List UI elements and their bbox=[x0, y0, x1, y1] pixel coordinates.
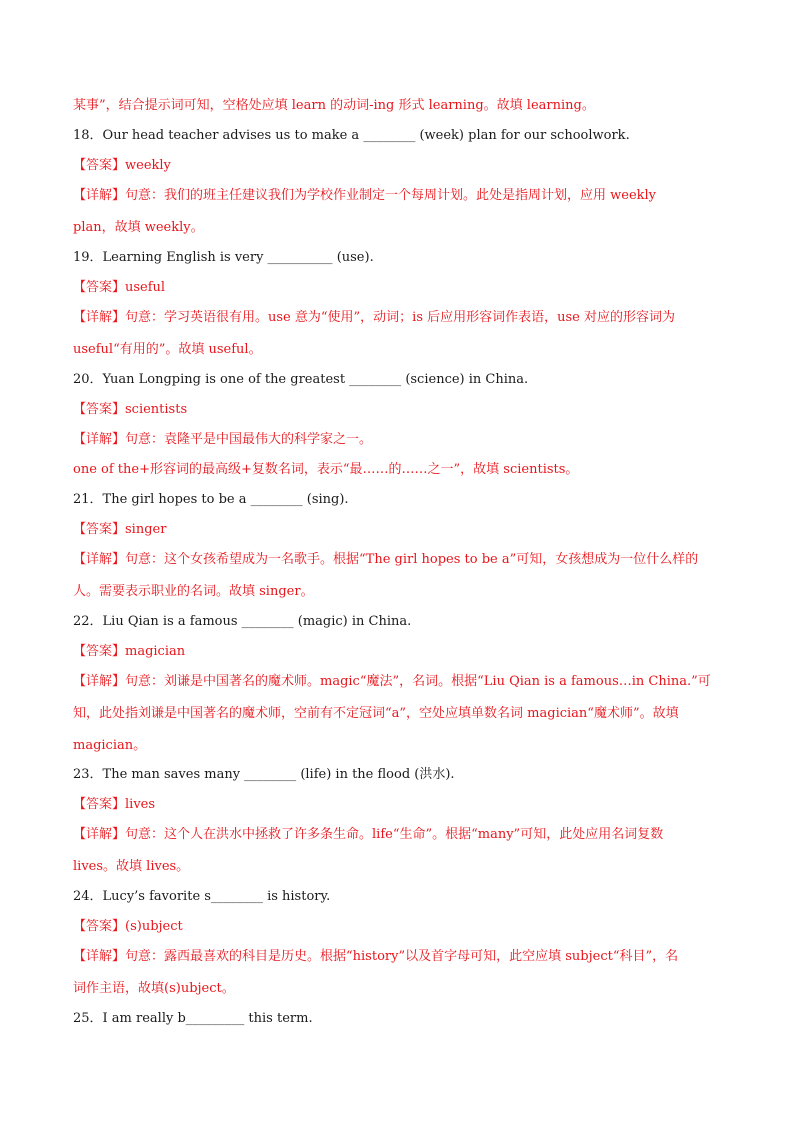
explanation-18-line-1: 【详解】句意：我们的班主任建议我们为学校作业制定一个每周计划。此处是指周计划，应用 weekly bbox=[73, 188, 657, 203]
question-25: 25．I am really b_________ this term. bbox=[73, 1011, 313, 1026]
explanation-18-line-2: plan，故填 weekly。 bbox=[73, 220, 204, 235]
answer-22: 【答案】magician bbox=[73, 644, 186, 659]
explanation-22-line-2: 知，此处指刘谦是中国著名的魔术师，空前有不定冠词“a”，空处应填单数名词 magician“魔术师”。故填 bbox=[73, 706, 679, 721]
explanation-21-line-2: 人。需要表示职业的名词。故填 singer。 bbox=[73, 584, 314, 599]
explanation-22-line-3: magician。 bbox=[73, 738, 147, 753]
explanation-20-line-2: one of the+形容词的最高级+复数名词，表示“最……的……之一”，故填 scientists。 bbox=[73, 462, 579, 477]
question-23: 23．The man saves many ________ (life) in the flood (洪水). bbox=[73, 767, 455, 782]
explanation-24-line-1: 【详解】句意：露西最喜欢的科目是历史。根据“history”以及首字母可知，此空应填 subject“科目”，名 bbox=[73, 949, 679, 964]
question-18: 18．Our head teacher advises us to make a ________ (week) plan for our schoolwork. bbox=[73, 128, 630, 143]
answer-23: 【答案】lives bbox=[73, 797, 156, 812]
answer-18: 【答案】weekly bbox=[73, 158, 171, 173]
answer-21: 【答案】singer bbox=[73, 522, 167, 537]
question-20: 20．Yuan Longping is one of the greatest ________ (science) in China. bbox=[73, 372, 529, 387]
explanation-20-line-1: 【详解】句意：袁隆平是中国最伟大的科学家之一。 bbox=[73, 432, 373, 447]
question-19: 19．Learning English is very __________ (use). bbox=[73, 250, 374, 265]
text-line: 某事”，结合提示词可知，空格处应填 learn 的动词-ing 形式 learning。故填 learning。 bbox=[73, 98, 595, 113]
answer-19: 【答案】useful bbox=[73, 280, 166, 295]
answer-24: 【答案】(s)ubject bbox=[73, 919, 183, 934]
explanation-24-line-2: 词作主语，故填(s)ubject。 bbox=[73, 981, 235, 996]
answer-20: 【答案】scientists bbox=[73, 402, 188, 417]
question-21: 21．The girl hopes to be a ________ (sing). bbox=[73, 492, 349, 507]
explanation-21-line-1: 【详解】句意：这个女孩希望成为一名歌手。根据“The girl hopes to be a”可知，女孩想成为一位什么样的 bbox=[73, 552, 699, 567]
explanation-19-line-1: 【详解】句意：学习英语很有用。use 意为“使用”，动词；is 后应用形容词作表语，use 对应的形容词为 bbox=[73, 310, 675, 325]
question-24: 24．Lucy’s favorite s________ is history. bbox=[73, 889, 331, 904]
explanation-22-line-1: 【详解】句意：刘谦是中国著名的魔术师。magic“魔法”，名词。根据“Liu Qian is a famous…in China.”可 bbox=[73, 674, 711, 689]
explanation-19-line-2: useful“有用的”。故填 useful。 bbox=[73, 342, 262, 357]
question-22: 22．Liu Qian is a famous ________ (magic) in China. bbox=[73, 614, 412, 629]
explanation-23-line-1: 【详解】句意：这个人在洪水中拯救了许多条生命。life“生命”。根据“many”可知，此处应用名词复数 bbox=[73, 827, 664, 842]
explanation-23-line-2: lives。故填 lives。 bbox=[73, 859, 190, 874]
